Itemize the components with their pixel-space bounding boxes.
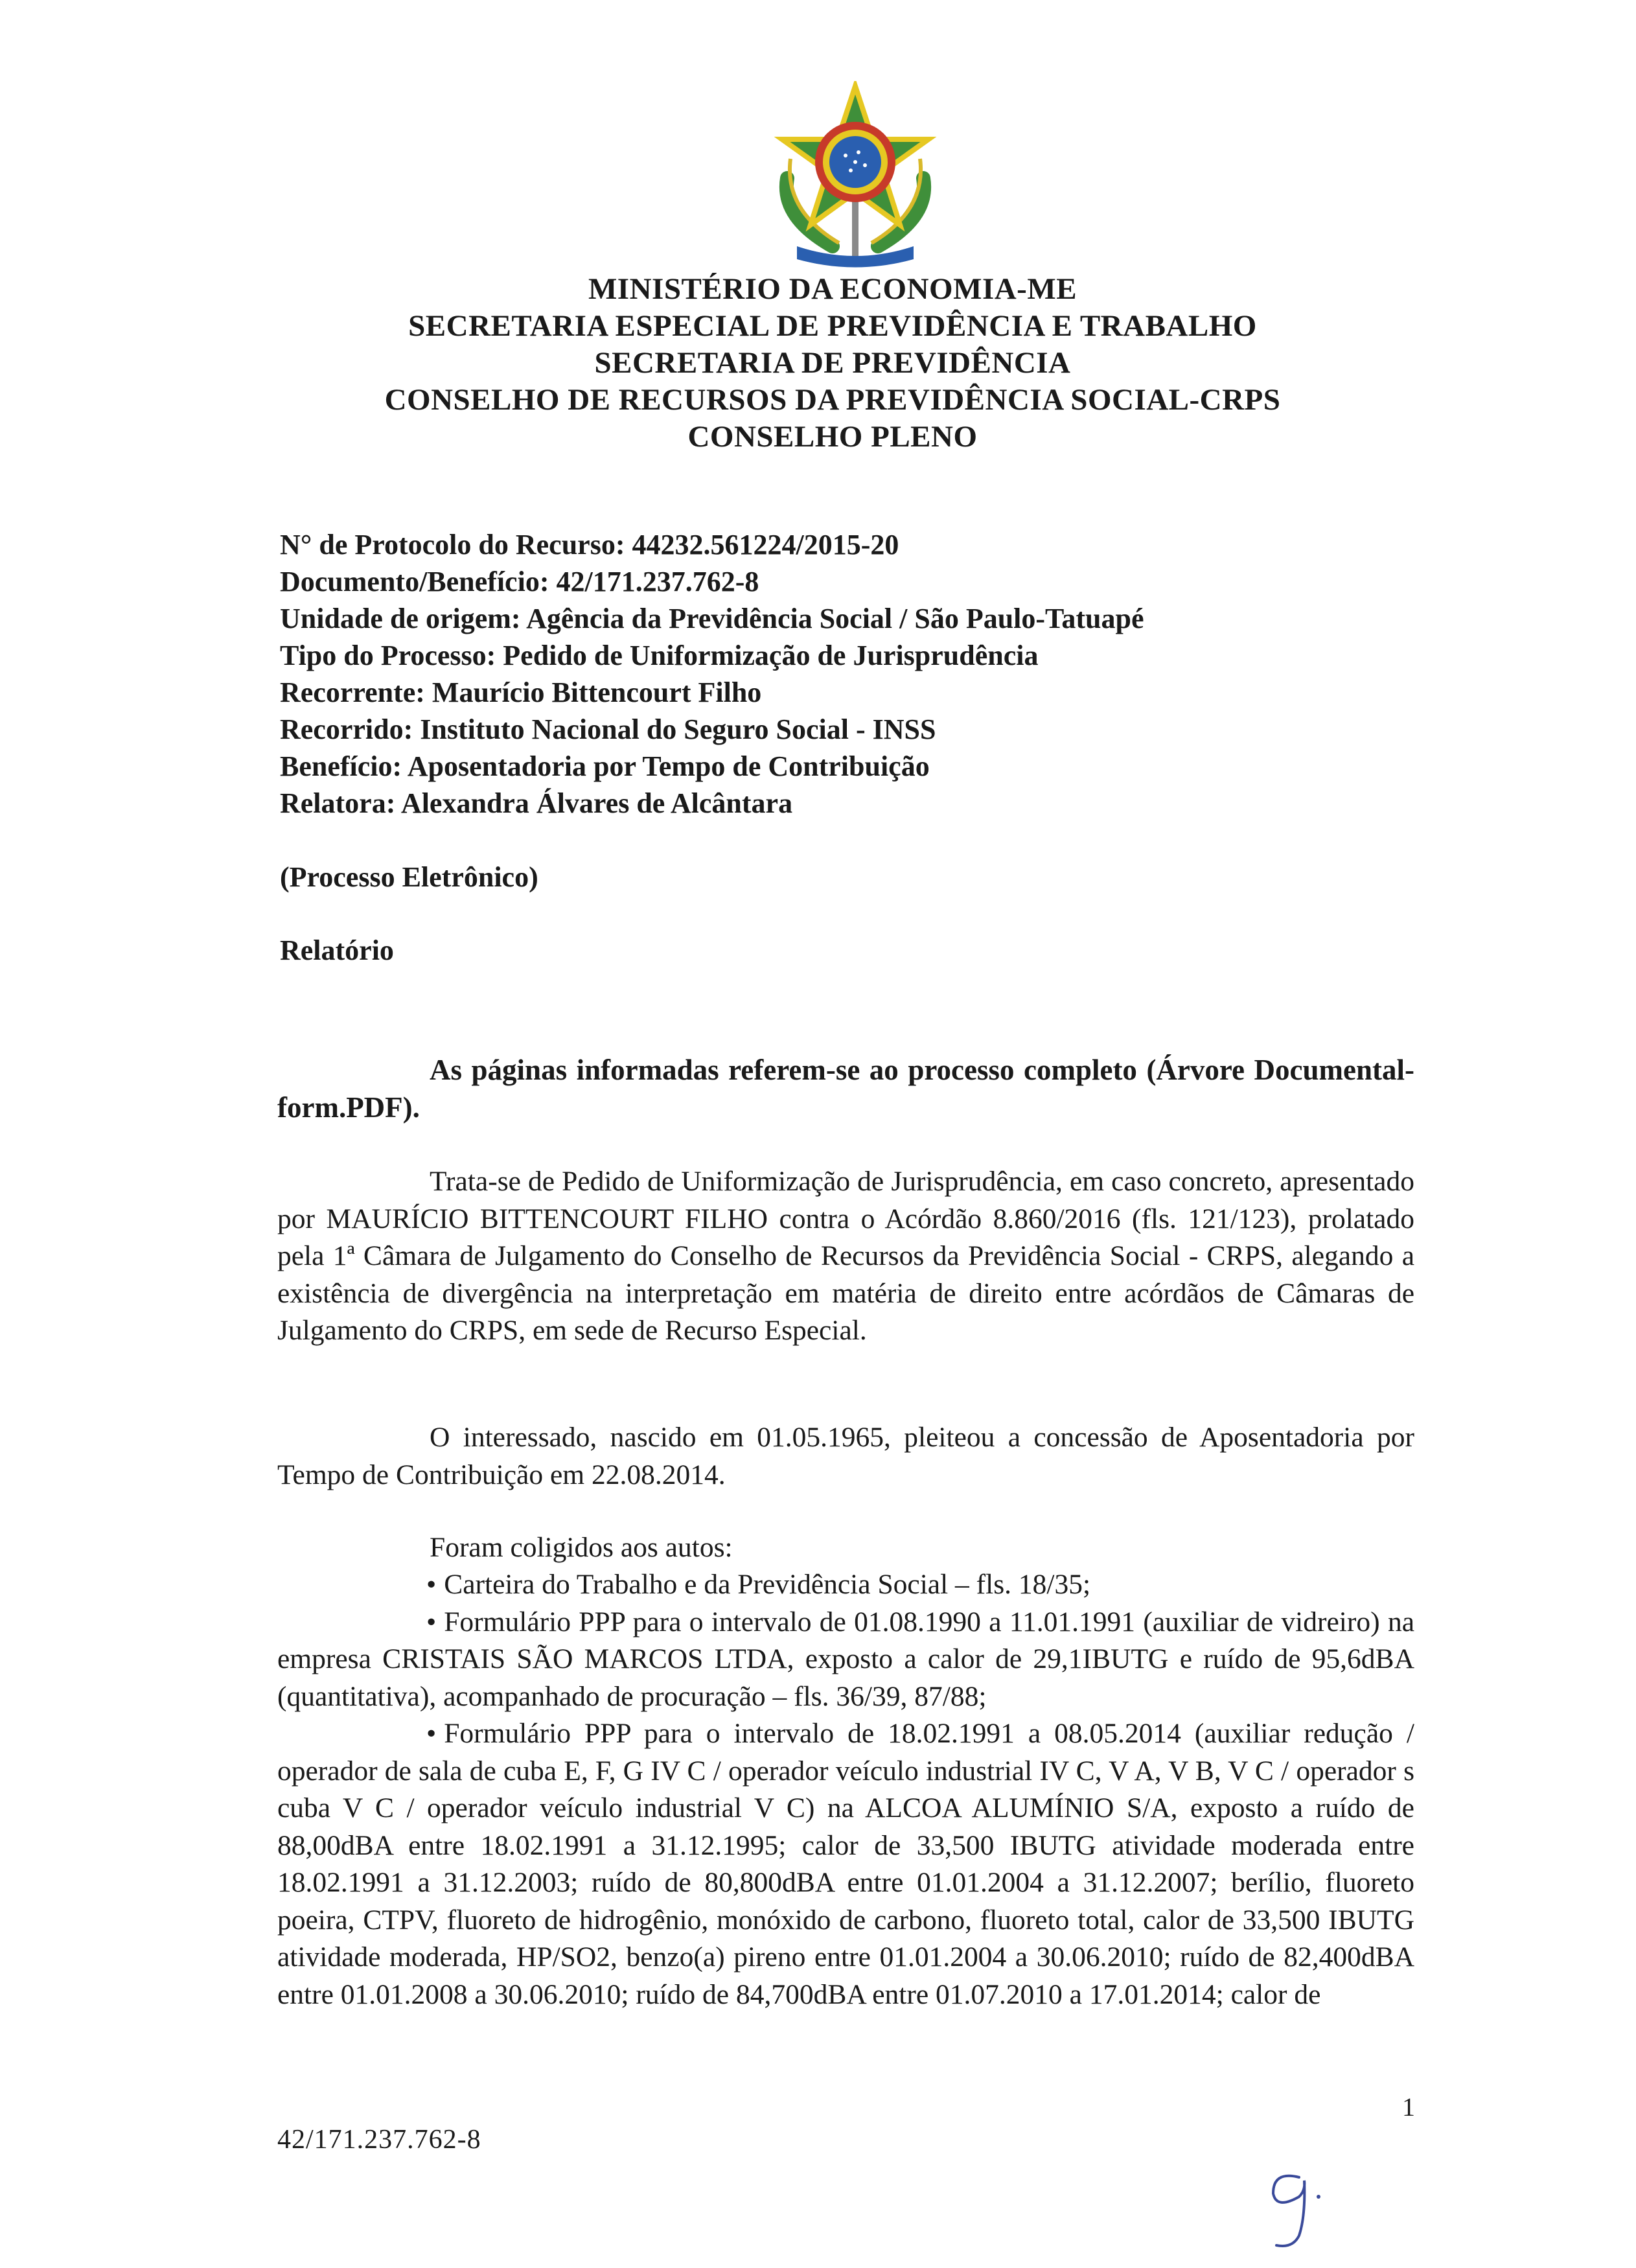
bullet-icon: • xyxy=(426,1569,437,1600)
case-metadata xyxy=(280,526,1511,822)
section-title: Relatório xyxy=(280,934,394,966)
header-line: MINISTÉRIO DA ECONOMIA-ME xyxy=(588,272,1077,306)
body-paragraph: O interessado, nascido em 01.05.1965, pleiteou a concessão de Aposentadoria por Tempo de Contribuição em 22.08.2014. xyxy=(277,1422,1414,1490)
bullet-icon: • xyxy=(426,1606,437,1637)
page-number: 1 xyxy=(1402,2092,1415,2122)
appellant: Recorrente: Maurício Bittencourt Filho xyxy=(280,677,762,708)
list-item-text: Carteira do Trabalho e da Previdência Social – fls. 18/35; xyxy=(444,1569,1091,1600)
list-item xyxy=(277,1604,1414,1716)
appellee: Recorrido: Instituto Nacional do Seguro Social - INSS xyxy=(280,713,936,745)
header-line: SECRETARIA ESPECIAL DE PREVIDÊNCIA E TRABALHO xyxy=(408,309,1257,343)
rapporteur: Relatora: Alexandra Álvares de Alcântara xyxy=(280,787,793,819)
protocol-number: N° de Protocolo do Recurso: 44232.561224/2015-20 xyxy=(280,529,899,561)
electronic-process-label: (Processo Eletrônico) xyxy=(280,861,538,893)
list-item xyxy=(277,1566,1414,1604)
document-header xyxy=(0,271,1636,456)
list-item-text: Formulário PPP para o intervalo de 18.02.1991 a 08.05.2014 (auxiliar redução / operador de sala de cuba E, F, G IV C / operador veículo industrial IV C, V A, V B, V C / operador s cuba V C / operador veículo industrial V C) na ALCOA ALUMÍNIO S/A, exposto a ruído de 88,00dBA entre 18.02.1991 a 31.12.1995; calor de 33,500 IBUTG atividade moderada entre 18.02.1991 a 31.12.2003; ruído de 80,800dBA entre 01.01.2004 a 31.12.2007; berílio, fluoreto poeira, CTPV, fluoreto de hidrogênio, monóxido de carbono, fluoreto total, calor de 33,500 IBUTG atividade moderada, HP/SO2, benzo(a) pireno entre 01.01.2004 a 30.06.2010; ruído de 82,400dBA entre 01.01.2008 a 30.06.2010; ruído de 84,700dBA entre 01.07.2010 a 17.01.2014; calor de xyxy=(277,1718,1414,2010)
list-item-text: Formulário PPP para o intervalo de 01.08.1990 a 11.01.1991 (auxiliar de vidreiro) na empresa CRISTAIS SÃO MARCOS LTDA, exposto a calor de 29,1IBUTG e ruído de 95,6dBA (quantitativa), acompanhado de procuração – fls. 36/39, 87/88; xyxy=(277,1606,1414,1712)
body-paragraph: Trata-se de Pedido de Uniformização de Jurisprudência, em caso concreto, apresentado por MAURÍCIO BITTENCOURT FILHO contra o Acórdão 8.860/2016 (fls. 121/123), prolatado pela 1ª Câmara de Julgamento do Conselho de Recursos da Previdência Social - CRPS, alegando a existência de divergência na interpretação em matéria de direito entre acórdãos de Câmaras de Julgamento do CRPS, em sede de Recurso Especial. xyxy=(277,1166,1414,1346)
evidence-list xyxy=(277,1566,1414,2013)
benefit-document: Documento/Benefício: 42/171.237.762-8 xyxy=(280,566,759,597)
header-line: SECRETARIA DE PREVIDÊNCIA xyxy=(594,346,1071,380)
origin-unit: Unidade de origem: Agência da Previdência Social / São Paulo-Tatuapé xyxy=(280,603,1144,634)
note-paragraph: As páginas informadas referem-se ao processo completo (Árvore Documental-form.PDF). xyxy=(277,1054,1414,1124)
list-intro: Foram coligidos aos autos: xyxy=(430,1532,733,1563)
process-type: Tipo do Processo: Pedido de Uniformização de Jurisprudência xyxy=(280,640,1039,671)
header-line: CONSELHO DE RECURSOS DA PREVIDÊNCIA SOCIAL-CRPS xyxy=(384,383,1281,417)
footer-document-number: 42/171.237.762-8 xyxy=(277,2125,481,2155)
handwritten-page-mark xyxy=(1254,2158,1331,2255)
bullet-icon: • xyxy=(426,1718,437,1749)
header-line: CONSELHO PLENO xyxy=(687,420,978,454)
benefit-type: Benefício: Aposentadoria por Tempo de Contribuição xyxy=(280,750,930,782)
brazil-coat-of-arms-icon xyxy=(761,81,949,269)
list-item xyxy=(277,1715,1414,2013)
